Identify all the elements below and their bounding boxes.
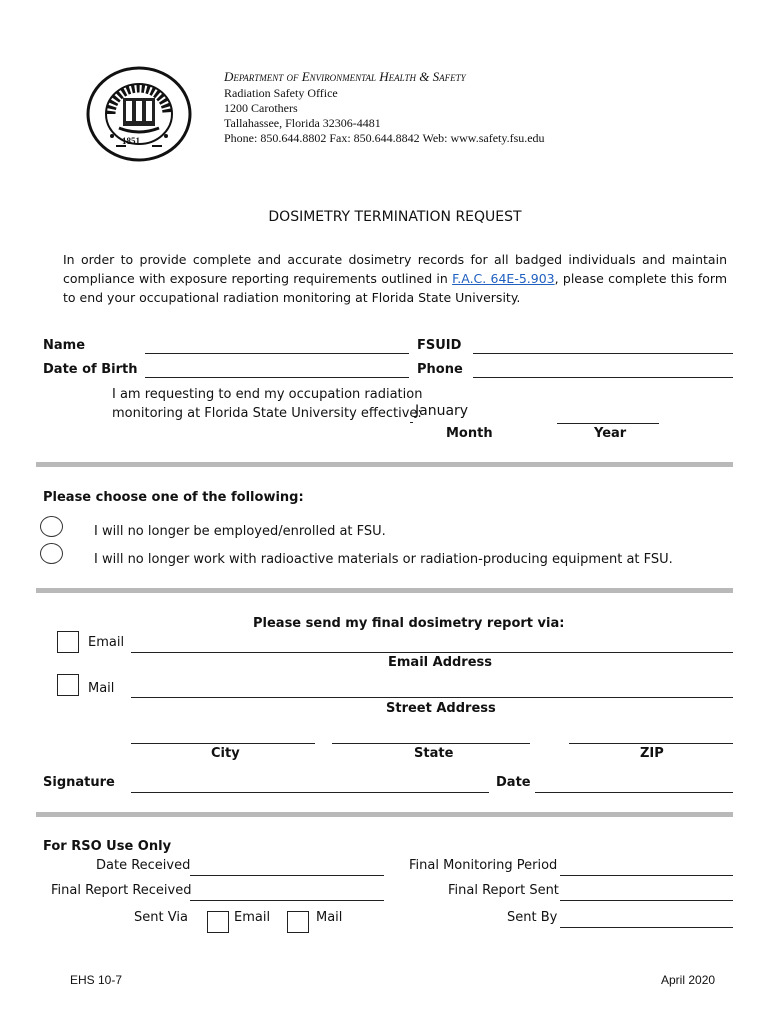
final-report-sent-field[interactable] — [560, 884, 733, 901]
signature-field[interactable] — [131, 776, 489, 793]
street-address-caption: Street Address — [386, 701, 496, 716]
form-id: EHS 10-7 — [70, 973, 123, 987]
rso-heading: For RSO Use Only — [43, 839, 172, 854]
email-address-field[interactable] — [131, 636, 733, 653]
mail-checkbox[interactable] — [57, 674, 79, 696]
phone-label: Phone — [417, 362, 463, 377]
name-label: Name — [43, 338, 86, 353]
intro-text — [63, 250, 727, 307]
option-no-longer-employed-radio[interactable] — [40, 516, 63, 537]
date-label: Date — [496, 775, 531, 790]
month-value: January — [415, 403, 469, 419]
city-field[interactable] — [131, 727, 315, 744]
final-report-received-label: Final Report Received — [51, 883, 192, 898]
choice-heading: Please choose one of the following: — [43, 490, 304, 505]
option-no-radioactive-work-label: I will no longer work with radioactive materials or radiation-producing equipment at FSU. — [94, 552, 673, 567]
phone-field[interactable] — [473, 361, 733, 378]
street-address-field[interactable] — [131, 681, 733, 698]
rso-email-checkbox[interactable] — [207, 911, 229, 933]
fsuid-field[interactable] — [473, 337, 733, 354]
final-monitoring-period-label: Final Monitoring Period — [409, 858, 558, 873]
effective-text-line-2: monitoring at Florida State University effective: — [112, 406, 422, 421]
city-caption: City — [211, 746, 240, 761]
date-field[interactable] — [535, 776, 733, 793]
email-option-label: Email — [88, 635, 125, 650]
year-field[interactable] — [557, 407, 659, 424]
month-label: Month — [446, 426, 493, 441]
month-select[interactable] — [410, 403, 482, 423]
option-no-radioactive-work-radio[interactable] — [40, 543, 63, 564]
department-name: Department of Environmental Health & Safety — [224, 69, 466, 84]
effective-text-line-1: I am requesting to end my occupation radiation — [112, 387, 423, 402]
sent-by-field[interactable] — [560, 911, 733, 928]
address-line-1: 1200 Carothers — [224, 101, 298, 115]
state-field[interactable] — [332, 727, 530, 744]
contact-info: Phone: 850.644.8802 Fax: 850.644.8842 Web: www.safety.fsu.edu — [224, 131, 545, 145]
form-title: DOSIMETRY TERMINATION REQUEST — [268, 209, 522, 225]
dob-field[interactable] — [145, 361, 409, 378]
intro-line-1: In order to provide complete and accurate dosimetry records for all badged individuals and maintain — [63, 252, 727, 267]
seal-year: 1851 — [122, 136, 140, 146]
report-heading: Please send my final dosimetry report via: — [253, 616, 565, 631]
section-divider-1 — [36, 462, 733, 467]
sent-via-label: Sent Via — [134, 910, 188, 925]
intro-line-3: to end your occupational radiation monitoring at Florida State University. — [63, 290, 521, 305]
final-report-received-field[interactable] — [190, 884, 384, 901]
email-address-caption: Email Address — [388, 655, 493, 670]
final-monitoring-period-field[interactable] — [560, 859, 733, 876]
form-revision: April 2020 — [661, 973, 716, 987]
zip-field[interactable] — [569, 727, 733, 744]
date-received-field[interactable] — [190, 859, 384, 876]
mail-option-label: Mail — [88, 681, 115, 696]
zip-caption: ZIP — [640, 746, 664, 761]
fac-link[interactable]: F.A.C. 64E-5.903 — [452, 271, 555, 286]
email-checkbox[interactable] — [57, 631, 79, 653]
date-received-label: Date Received — [96, 858, 191, 873]
fsuid-label: FSUID — [417, 338, 462, 353]
sent-by-label: Sent By — [507, 910, 558, 925]
final-report-sent-label: Final Report Sent — [448, 883, 559, 898]
rso-mail-label: Mail — [316, 910, 343, 925]
address-line-2: Tallahassee, Florida 32306-4481 — [224, 116, 381, 130]
rso-email-label: Email — [234, 910, 271, 925]
signature-label: Signature — [43, 775, 115, 790]
dob-label: Date of Birth — [43, 362, 138, 377]
year-label: Year — [594, 426, 627, 441]
section-divider-3 — [36, 812, 733, 817]
fsu-seal-logo — [86, 66, 192, 162]
name-field[interactable] — [145, 337, 409, 354]
state-caption: State — [414, 746, 454, 761]
rso-mail-checkbox[interactable] — [287, 911, 309, 933]
office-name: Radiation Safety Office — [224, 86, 338, 100]
option-no-longer-employed-label: I will no longer be employed/enrolled at FSU. — [94, 524, 386, 539]
intro-line-2: compliance with exposure reporting requirements outlined in F.A.C. 64E-5.903, please complete this form — [63, 271, 728, 286]
section-divider-2 — [36, 588, 733, 593]
